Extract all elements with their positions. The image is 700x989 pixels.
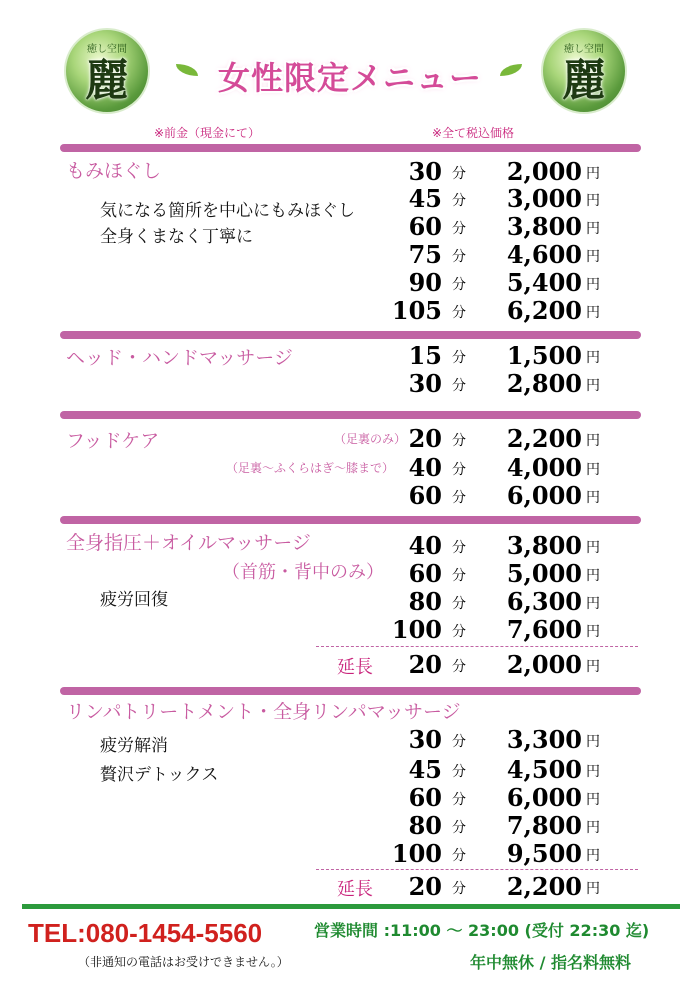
duration-value: 40 — [408, 531, 442, 560]
section-divider — [60, 331, 641, 339]
desc-line: 全身くまなく丁寧に — [100, 227, 253, 247]
minute-unit: 分 — [452, 734, 466, 750]
extension-divider — [316, 646, 638, 647]
price-value: 4,500 — [506, 755, 582, 784]
category-head: ヘッド・ハンドマッサージ — [66, 347, 293, 369]
duration-value: 80 — [408, 811, 442, 840]
zenshin-sub-note: （首筋・背中のみ） — [222, 562, 384, 583]
price-row — [390, 297, 620, 325]
duration-value: 40 — [408, 453, 442, 482]
yen-unit: 円 — [586, 350, 600, 366]
foot-sub-note: （足裏のみ） — [334, 432, 407, 446]
yen-unit: 円 — [586, 249, 600, 265]
minute-unit: 分 — [452, 378, 466, 394]
yen-unit: 円 — [586, 792, 600, 808]
minute-unit: 分 — [452, 881, 466, 897]
extension-divider — [316, 869, 638, 870]
minute-unit: 分 — [452, 350, 466, 366]
duration-value: 100 — [391, 839, 442, 868]
price-row — [390, 651, 620, 679]
price-value: 9,500 — [506, 839, 582, 868]
logo-big-text: 麗 — [85, 55, 129, 106]
minute-unit: 分 — [452, 277, 466, 293]
duration-value: 80 — [408, 587, 442, 616]
minute-unit: 分 — [452, 792, 466, 808]
yen-unit: 円 — [586, 820, 600, 836]
yen-unit: 円 — [586, 490, 600, 506]
price-row — [390, 616, 620, 644]
duration-value: 45 — [408, 184, 442, 213]
desc-line: 贅沢デトックス — [100, 765, 219, 785]
price-value: 5,400 — [506, 268, 582, 297]
duration-value: 100 — [391, 615, 442, 644]
price-row — [390, 873, 620, 901]
yen-unit: 円 — [586, 848, 600, 864]
duration-value: 30 — [408, 157, 442, 186]
yen-unit: 円 — [586, 764, 600, 780]
desc-line: 気になる箇所を中心にもみほぐし — [100, 201, 355, 221]
duration-value: 30 — [408, 725, 442, 754]
yen-unit: 円 — [586, 624, 600, 640]
minute-unit: 分 — [452, 540, 466, 556]
price-value: 6,300 — [506, 587, 582, 616]
price-value: 3,000 — [506, 184, 582, 213]
price-row — [390, 213, 620, 241]
yen-unit: 円 — [586, 305, 600, 321]
section-divider — [60, 687, 641, 695]
price-value: 6,000 — [506, 783, 582, 812]
price-row — [390, 454, 620, 482]
section-divider — [60, 411, 641, 419]
logo-big-text: 麗 — [562, 55, 606, 106]
yen-unit: 円 — [586, 462, 600, 478]
price-value: 2,800 — [506, 369, 582, 398]
duration-value: 45 — [408, 755, 442, 784]
price-value: 3,300 — [506, 725, 582, 754]
duration-value: 20 — [408, 424, 442, 453]
extension-label: 延長 — [337, 879, 373, 900]
duration-value: 20 — [408, 872, 442, 901]
yen-unit: 円 — [586, 568, 600, 584]
yen-unit: 円 — [586, 659, 600, 675]
price-row — [390, 158, 620, 186]
yen-unit: 円 — [586, 166, 600, 182]
tax-note: ※全て税込価格 — [432, 126, 515, 140]
yen-unit: 円 — [586, 881, 600, 897]
price-row — [390, 482, 620, 510]
minute-unit: 分 — [452, 490, 466, 506]
price-row — [390, 726, 620, 754]
logo-small-text: 癒し空間 — [87, 44, 127, 55]
price-value: 2,000 — [506, 157, 582, 186]
price-value: 1,500 — [506, 341, 582, 370]
price-value: 4,000 — [506, 453, 582, 482]
category-lymph: リンパトリートメント・全身リンパマッサージ — [66, 701, 461, 723]
duration-value: 75 — [408, 240, 442, 269]
price-row — [390, 588, 620, 616]
duration-value: 60 — [408, 559, 442, 588]
minute-unit: 分 — [452, 433, 466, 449]
yen-unit: 円 — [586, 540, 600, 556]
price-value: 4,600 — [506, 240, 582, 269]
category-momi: もみほぐし — [66, 160, 162, 182]
duration-value: 60 — [408, 212, 442, 241]
yen-unit: 円 — [586, 193, 600, 209]
price-value: 2,000 — [506, 650, 582, 679]
price-row — [390, 185, 620, 213]
price-row — [390, 269, 620, 297]
price-row — [390, 241, 620, 269]
price-value: 7,600 — [506, 615, 582, 644]
category-zenshin: 全身指圧＋オイルマッサージ — [66, 532, 311, 554]
logo-small-text: 癒し空間 — [564, 44, 604, 55]
price-row — [390, 784, 620, 812]
category-foot: フッドケア — [66, 430, 160, 452]
duration-value: 60 — [408, 481, 442, 510]
minute-unit: 分 — [452, 221, 466, 237]
duration-value: 105 — [391, 296, 442, 325]
yen-unit: 円 — [586, 596, 600, 612]
price-value: 7,800 — [506, 811, 582, 840]
minute-unit: 分 — [452, 624, 466, 640]
logo-right — [541, 28, 627, 114]
price-value: 3,800 — [506, 212, 582, 241]
desc-line: 疲労解消 — [100, 736, 168, 756]
yen-unit: 円 — [586, 378, 600, 394]
price-row — [390, 342, 620, 370]
prepay-note: ※前金（現金にて） — [154, 126, 261, 140]
price-value: 6,000 — [506, 481, 582, 510]
duration-value: 15 — [408, 341, 442, 370]
duration-value: 90 — [408, 268, 442, 297]
yen-unit: 円 — [586, 734, 600, 750]
price-row — [390, 425, 620, 453]
section-divider — [60, 516, 641, 524]
footer-divider — [22, 904, 680, 909]
price-value: 2,200 — [506, 872, 582, 901]
minute-unit: 分 — [452, 820, 466, 836]
page-title: 女性限定メニュー — [217, 59, 482, 97]
minute-unit: 分 — [452, 659, 466, 675]
foot-sub-note: （足裏～ふくらはぎ～膝まで） — [226, 461, 395, 475]
minute-unit: 分 — [452, 305, 466, 321]
yen-unit: 円 — [586, 221, 600, 237]
price-row — [390, 370, 620, 398]
price-row — [390, 812, 620, 840]
duration-value: 30 — [408, 369, 442, 398]
price-row — [390, 756, 620, 784]
price-value: 3,800 — [506, 531, 582, 560]
duration-value: 60 — [408, 783, 442, 812]
price-value: 6,200 — [506, 296, 582, 325]
minute-unit: 分 — [452, 249, 466, 265]
price-value: 5,000 — [506, 559, 582, 588]
minute-unit: 分 — [452, 596, 466, 612]
minute-unit: 分 — [452, 193, 466, 209]
minute-unit: 分 — [452, 166, 466, 182]
minute-unit: 分 — [452, 462, 466, 478]
desc-line: 疲労回復 — [100, 590, 168, 610]
phone-number[interactable]: TEL:080-1454-5560 — [28, 918, 263, 948]
business-hours: 営業時間 :11:00 ～ 23:00 (受付 22:30 迄) — [314, 921, 650, 940]
price-row — [390, 532, 620, 560]
phone-note: （非通知の電話はお受けできません。） — [78, 955, 289, 969]
section-divider — [60, 144, 641, 152]
yen-unit: 円 — [586, 277, 600, 293]
price-row — [390, 840, 620, 868]
extension-label: 延長 — [337, 657, 373, 678]
price-row — [390, 560, 620, 588]
holiday-info: 年中無休 / 指名料無料 — [470, 953, 631, 972]
yen-unit: 円 — [586, 433, 600, 449]
logo-left — [64, 28, 150, 114]
minute-unit: 分 — [452, 764, 466, 780]
minute-unit: 分 — [452, 568, 466, 584]
minute-unit: 分 — [452, 848, 466, 864]
price-value: 2,200 — [506, 424, 582, 453]
duration-value: 20 — [408, 650, 442, 679]
